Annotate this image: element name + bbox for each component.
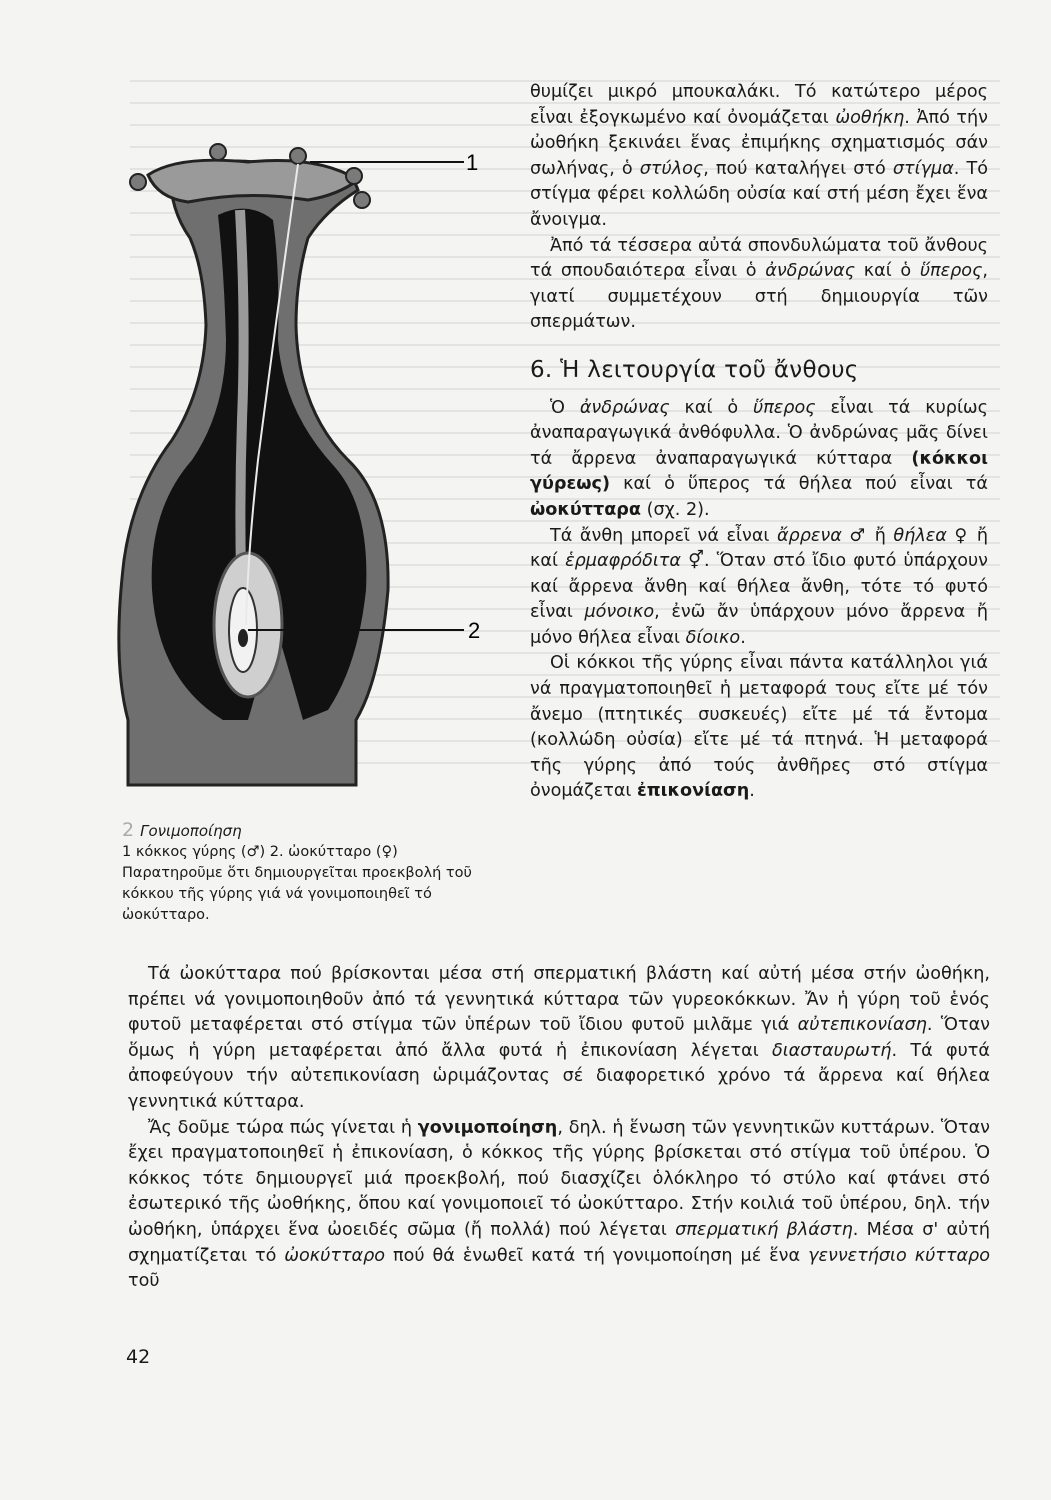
paragraph: Τά ὠοκύτταρα πού βρίσκονται μέσα στή σπερματική βλάστη καί αὐτή μέσα στήν ὠοθήκη, πρέπει νά γονιμοποιηθοῦν ἀπό τά γεννητικά κύτταρα τῶν γυρεοκόκκων. Ἄν ἡ γύρη τοῦ ἑνός φυτοῦ μεταφέρεται στό στίγμα τῶν ὑπέρων τοῦ ἴδιου φυτοῦ μιλᾶμε γιά αὐτεπικονίαση. Ὅταν ὅμως ἡ γύρη μεταφέρεται ἀπό ἄλλα φυτά ἡ ἐπικονίαση λέγεται διασταυρωτή. Τά φυτά ἀποφεύγουν τήν αὐτεπικονίαση ὡριμάζοντας σέ διαφορετικό χρόνο τά ἄρρενα καί θήλεα γεννητικά κύτταρα.	[128, 964, 990, 1112]
pollen-grain	[290, 148, 306, 164]
figure-label-2: 2	[468, 618, 481, 643]
paragraph: Ἄς δοῦμε τώρα πώς γίνεται ἡ γονιμοποίηση, δηλ. ἡ ἕνωση τῶν γεννητικῶν κυττάρων. Ὅταν ἔχει πραγματοποιηθεῖ ἡ ἐπικονίαση, ὁ κόκκος τῆς γύρης βρίσκεται στό στίγμα τοῦ ὑπέρου. Ὁ κόκκος τότε δημιουργεῖ μιά προεκβολή, πού διασχίζει ὁλόκληρο τό στύλο καί φτάνει στό ἐσωτερικό τῆς ὠοθήκης, ὅπου καί γονιμοποιεῖ τό ὠοκύτταρο. Στήν κοιλιά τοῦ ὑπέρου, δηλ. τήν ὠοθήκη, ὑπάρχει ἕνα ὠοειδές σῶμα (ἤ πολλά) πού λέγεται σπερματική βλάστη. Μέσα σ' αὐτή σχηματίζεται τό ὠοκύτταρο πού θά ἑνωθεῖ κατά τή γονιμοποίηση μέ ἕνα γεννετήσιο κύτταρο τοῦ	[128, 1117, 991, 1292]
caption-line: 1 κόκκος γύρης (♂) 2. ὠοκύτταρο (♀)	[122, 844, 398, 860]
paragraph: Ἀπό τά τέσσερα αὐτά σπονδυλώματα τοῦ ἄνθους τά σπουδαιότερα εἶναι ὁ ἀνδρώνας καί ὁ ὕπερος, γιατί συμμετέχουν στή δημιουργία τῶν σπερμάτων.	[530, 235, 988, 333]
stigma	[148, 160, 358, 202]
pollen-grain	[130, 174, 146, 190]
paragraph: θυμίζει μικρό μπουκαλάκι. Τό κατώτερο μέρος εἶναι ἐξογκωμένο καί ὀνομάζεται ὠοθήκη. Ἀπό τήν ὠοθήκη ξεκινάει ἕνας ἐπιμήκης σχηματισμός σάν σωλήνας, ὁ στύλος, πού καταλήγει στό στίγμα. Τό στίγμα φέρει κολλώδη οὐσία καί στή μέση ἔχει ἕνα ἄνοιγμα.	[530, 82, 988, 230]
pistil-illustration	[108, 120, 500, 810]
caption-title: 2 Γονιμοποίηση	[122, 819, 242, 841]
paragraph: Τά ἄνθη μπορεῖ νά εἶναι ἄρρενα ♂ ἤ θήλεα ♀ ἤ καί ἑρμαφρόδιτα ⚥. Ὅταν στό ἴδιο φυτό ὑπάρχουν καί ἄρρενα ἄνθη καί θήλεα ἄνθη, τότε τό φυτό εἶναι μόνοικο, ἐνῶ ἄν ὑπάρχουν μόνο ἄρρενα ἤ μόνο θήλεα εἶναι δίοικο.	[530, 525, 988, 648]
section-heading: 6. Ἡ λειτουργία τοῦ ἄνθους	[530, 356, 859, 383]
caption-line: Παρατηροῦμε ὅτι δημιουργεῖται προεκβολή τοῦ κόκκου τῆς γύρης γιά νά γονιμοποιηθεῖ τό ὠοκύτταρο.	[122, 865, 472, 923]
pollen-grain	[346, 168, 362, 184]
figure-label-1: 1	[466, 150, 479, 175]
page-number: 42	[126, 1346, 151, 1368]
paragraph: Οἱ κόκκοι τῆς γύρης εἶναι πάντα κατάλληλοι γιά νά πραγματοποιηθεῖ ἡ μεταφορά τους εἴτε μέ τόν ἄνεμο (πτητικές συσκευές) εἴτε μέ τά ἔντομα (κολλώδη οὐσία) εἴτε μέ τά πτηνά. Ἡ μεταφορά τῆς γύρης ἀπό τούς ἀνθῆρες στό στίγμα ὀνομάζεται ἐπικονίαση.	[530, 653, 988, 802]
right-column-text	[530, 80, 988, 805]
figure-caption	[122, 820, 502, 926]
full-width-text	[128, 962, 990, 1295]
paragraph: Ὁ ἀνδρώνας καί ὁ ὕπερος εἶναι τά κυρίως ἀναπαραγωγικά ἀνθόφυλλα. Ὁ ἀνδρώνας μᾶς δίνει τά ἄρρενα ἀναπαραγωγικά κύτταρα (κόκκοι γύρεως) καί ὁ ὕπερος τά θήλεα πού εἶναι τά ὠοκύτταρα (σχ. 2).	[530, 397, 988, 520]
caption-number: 2	[122, 819, 135, 841]
pistil-svg	[108, 120, 500, 810]
pollen-grain	[210, 144, 226, 160]
pollen-grain	[354, 192, 370, 208]
